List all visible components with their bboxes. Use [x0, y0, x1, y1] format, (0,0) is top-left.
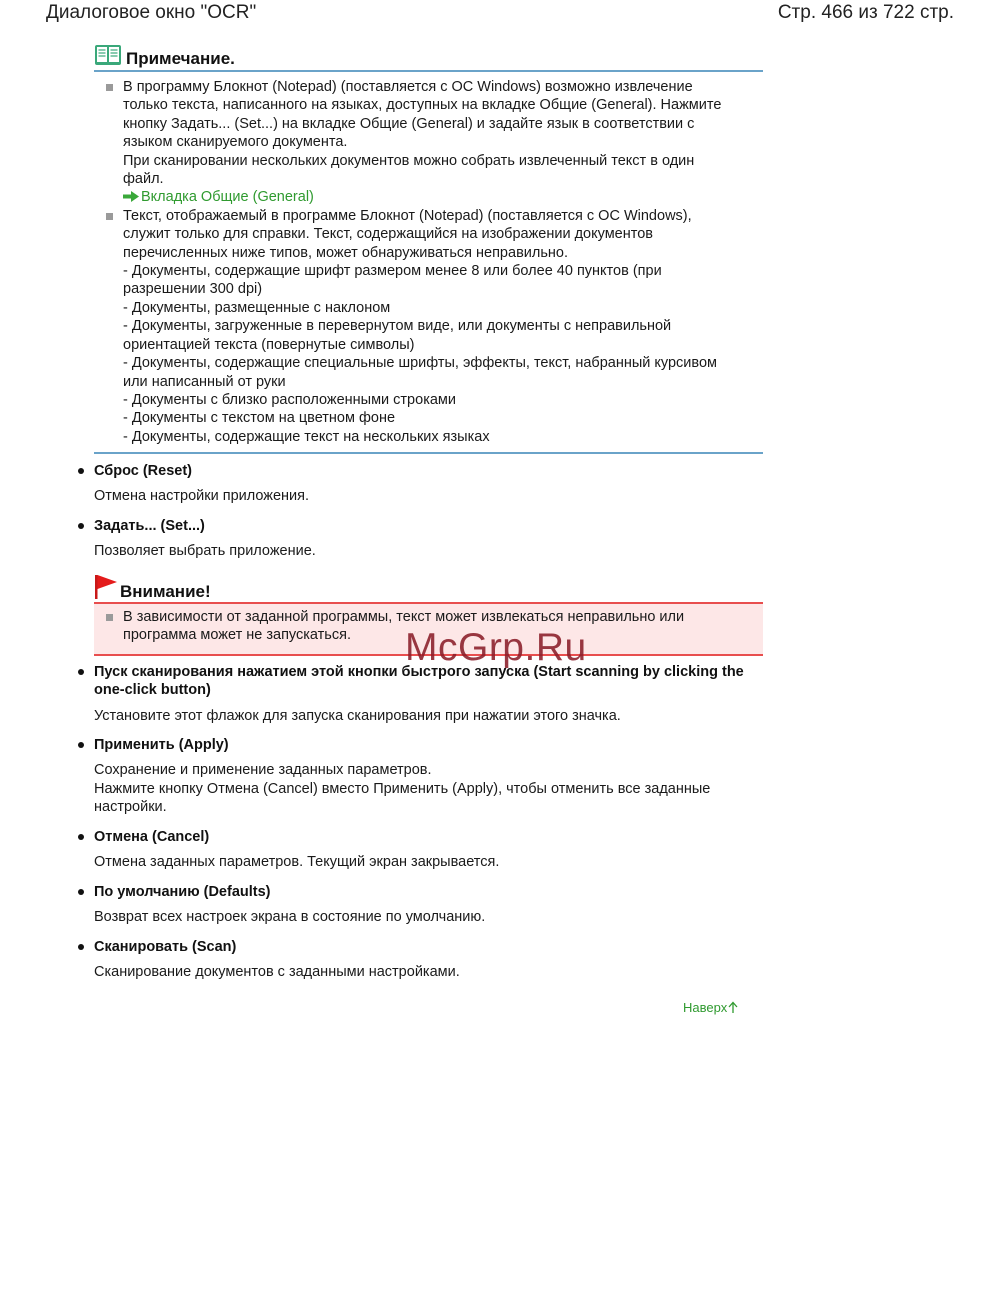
- note-line: При сканировании нескольких документов можно собрать извлеченный текст в один: [123, 152, 695, 169]
- apply-desc: Нажмите кнопку Отмена (Cancel) вместо Применить (Apply), чтобы отменить все заданные: [94, 780, 711, 797]
- bullet-dot-icon: [78, 468, 84, 474]
- note-line: - Документы, содержащие текст на нескольких языках: [123, 428, 490, 445]
- bullet-dot-icon: [78, 834, 84, 840]
- note-line: ориентацией текста (повернутые символы): [123, 336, 415, 353]
- note-bullet: [94, 207, 763, 446]
- warning-title: Внимание!: [120, 582, 211, 601]
- square-bullet-icon: [106, 84, 113, 91]
- note-line: - Документы с текстом на цветном фоне: [123, 410, 396, 427]
- arrow-right-icon: [123, 191, 139, 202]
- bullet-dot-icon: [78, 669, 84, 675]
- watermark: McGrp.Ru: [405, 626, 587, 669]
- apply-desc: настройки.: [94, 799, 167, 816]
- warning-line: В зависимости от заданной программы, текст может извлекаться неправильно или: [123, 609, 685, 625]
- general-tab-link[interactable]: [123, 188, 763, 206]
- cancel-title: Отмена (Cancel): [94, 829, 210, 845]
- scan-title: Сканировать (Scan): [94, 939, 237, 955]
- warning-line: программа может не запускаться.: [123, 627, 351, 644]
- cancel-desc: Отмена заданных параметров. Текущий экран закрывается.: [94, 854, 500, 871]
- document-title: Диалоговое окно "OCR": [46, 2, 257, 23]
- start-scanning-item: [78, 663, 758, 725]
- note-line: - Документы, размещенные с наклоном: [123, 299, 391, 316]
- note-line: - Документы, содержащие шрифт размером менее 8 или более 40 пунктов (при: [123, 263, 662, 280]
- reset-desc: Отмена настройки приложения.: [94, 488, 310, 505]
- note-line: - Документы с близко расположенными строками: [123, 391, 456, 408]
- note-title: Примечание.: [126, 49, 235, 68]
- back-to-top-link[interactable]: [683, 1000, 738, 1015]
- back-to-top-label[interactable]: Наверх: [683, 1000, 728, 1015]
- start-scanning-title: Пуск сканирования нажатием этой кнопки быстрого запуска (Start scanning by clicking the: [94, 664, 744, 680]
- defaults-title: По умолчанию (Defaults): [94, 884, 271, 900]
- bullet-dot-icon: [78, 889, 84, 895]
- set-title: Задать... (Set...): [94, 518, 205, 534]
- note-bullet: [94, 78, 763, 207]
- defaults-item: [78, 883, 758, 927]
- note-line: перечисленных ниже типов, может обнаруживаться неправильно.: [123, 244, 568, 261]
- note-line: служит только для справки. Текст, содержащийся на изображении документов: [123, 226, 653, 243]
- defaults-desc: Возврат всех настроек экрана в состояние по умолчанию.: [94, 909, 486, 926]
- bullet-dot-icon: [78, 742, 84, 748]
- note-line: кнопку Задать... (Set...) на вкладке Общие (General) и задайте язык в соответствии с: [123, 115, 695, 132]
- bullet-dot-icon: [78, 944, 84, 950]
- note-block: [94, 44, 763, 454]
- set-item: [78, 517, 758, 561]
- arrow-up-icon: [728, 1001, 738, 1013]
- note-line: - Документы, содержащие специальные шрифты, эффекты, текст, набранный курсивом: [123, 355, 717, 372]
- note-line: или написанный от руки: [123, 373, 286, 390]
- page-counter: Стр. 466 из 722 стр.: [777, 2, 954, 23]
- page-header: [46, 2, 954, 28]
- note-line: - Документы, загруженные в перевернутом виде, или документы с неправильной: [123, 318, 672, 335]
- apply-title: Применить (Apply): [94, 737, 229, 753]
- start-scanning-title: one-click button): [94, 682, 211, 699]
- general-tab-link-label[interactable]: Вкладка Общие (General): [141, 189, 314, 206]
- red-flag-icon: [94, 574, 118, 600]
- note-line: В программу Блокнот (Notepad) (поставляется с ОС Windows) возможно извлечение: [123, 79, 693, 95]
- reset-item: [78, 462, 758, 506]
- note-line: языком сканируемого документа.: [123, 134, 348, 151]
- scan-desc: Сканирование документов с заданными настройками.: [94, 964, 460, 981]
- reset-title: Сброс (Reset): [94, 463, 193, 479]
- square-bullet-icon: [106, 213, 113, 220]
- note-line: файл.: [123, 171, 164, 188]
- book-icon: [94, 44, 122, 66]
- apply-item: [78, 736, 758, 817]
- note-bottom-rule: [94, 452, 763, 454]
- square-bullet-icon: [106, 614, 113, 621]
- note-line: разрешении 300 dpi): [123, 281, 263, 298]
- cancel-item: [78, 828, 758, 872]
- note-line: только текста, написанного на языках, доступных на вкладке Общие (General). Нажмите: [123, 97, 722, 114]
- scan-item: [78, 938, 758, 982]
- set-desc: Позволяет выбрать приложение.: [94, 543, 316, 560]
- start-scanning-desc: Установите этот флажок для запуска сканирования при нажатии этого значка.: [94, 707, 621, 724]
- bullet-dot-icon: [78, 523, 84, 529]
- apply-desc: Сохранение и применение заданных параметров.: [94, 762, 432, 779]
- note-line: Текст, отображаемый в программе Блокнот (Notepad) (поставляется с ОС Windows),: [123, 207, 692, 224]
